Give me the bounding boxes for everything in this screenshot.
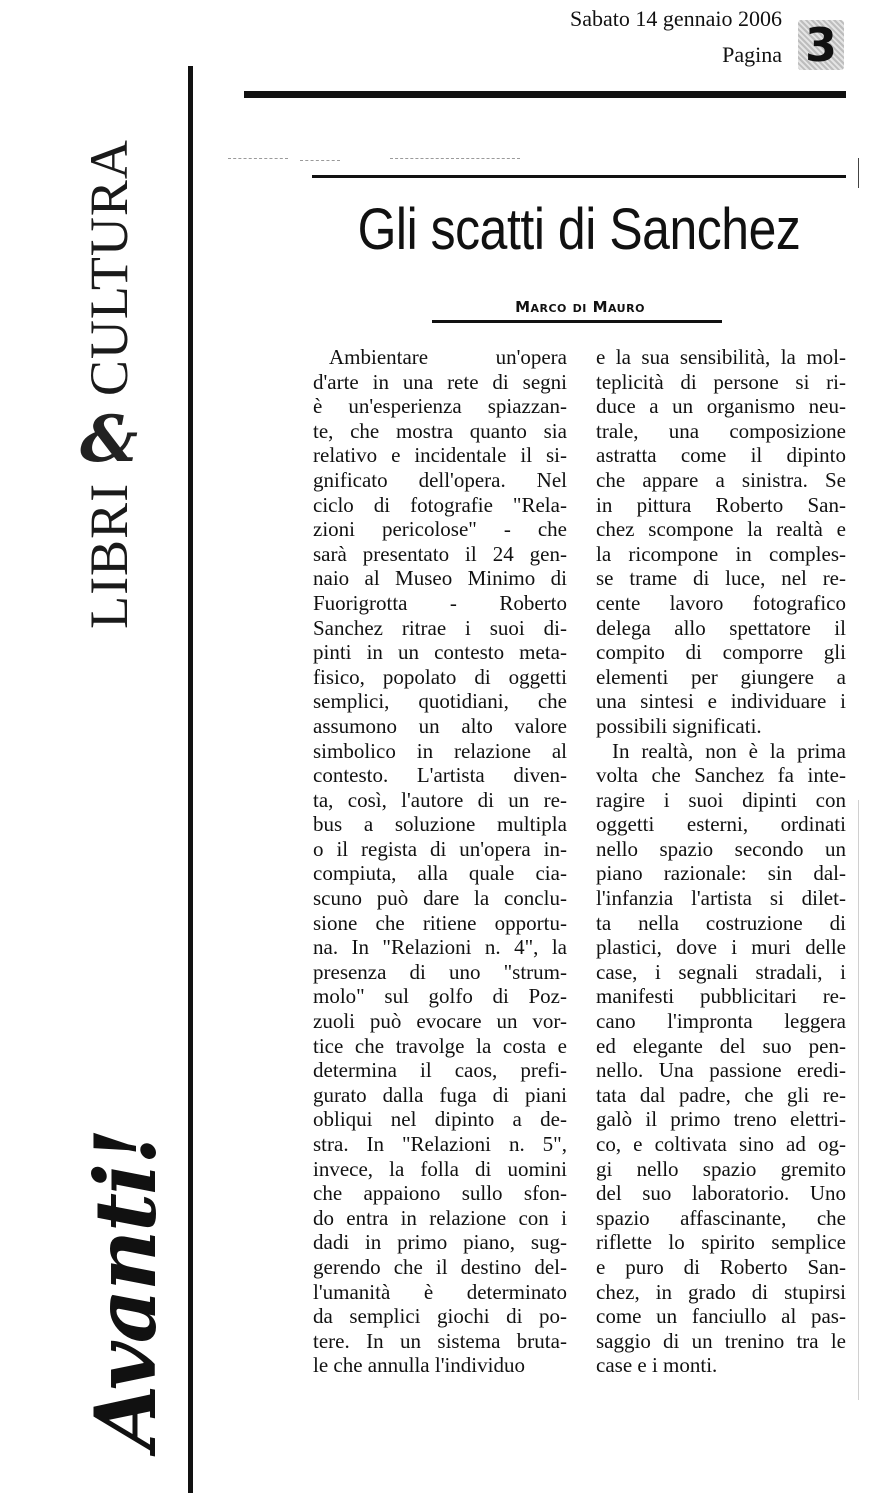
page-label: Pagina [722, 42, 782, 67]
dashed-divider [390, 158, 520, 159]
article-text-line: spazio affascinante, che [596, 1205, 846, 1230]
article-text-line: trale, una composizione [596, 418, 846, 443]
article-text-line: co, e coltivata sino ad og- [596, 1132, 846, 1156]
article-text-line: molo" sul golfo di Poz- [313, 984, 567, 1009]
article-text-line: do entra in relazione con i [313, 1205, 567, 1230]
article-text-line: ragire i suoi dipinti con [596, 787, 846, 812]
article-text-line: zioni pericolose" - che [313, 517, 567, 542]
article-text-line: e puro di Roberto San- [596, 1254, 846, 1279]
page-number-badge: 3 [798, 20, 844, 70]
article-text-line: del suo laboratorio. Uno [596, 1181, 846, 1206]
article-text-line: Sanchez ritrae i suoi di- [313, 615, 567, 640]
article-text-line: d'arte in una rete di segni [313, 369, 567, 394]
article-column-left [313, 345, 567, 1378]
article-text-line: tere. In un sistema bruta- [313, 1328, 567, 1353]
ampersand-icon: & [79, 402, 139, 478]
article-text-line: gerendo che il destino del- [313, 1254, 567, 1279]
article-text-line: scuno può dare la conclu- [313, 886, 567, 911]
publication-date: Sabato 14 gennaio 2006 [569, 6, 782, 31]
article-text-line: fisico, popolato di oggetti [313, 664, 567, 689]
article-byline: Marco di Mauro [515, 298, 645, 316]
article-text-line: possibili significati. [596, 713, 762, 738]
article-title: Gli scatti di Sanchez [357, 197, 801, 262]
article-text-line: gi nello spazio gremito [596, 1156, 846, 1181]
article-text-line: l'umanità è determinato [313, 1279, 567, 1304]
article-text-line: che appaiono sullo sfon- [313, 1181, 567, 1206]
section-word-libri: LIBRI [79, 482, 139, 629]
article-text-line: simbolico in relazione al [313, 738, 567, 763]
article-text-line: Fuorigrotta - Roberto [313, 590, 567, 615]
article-text-line: stra. In "Relazioni n. 5", [313, 1132, 567, 1156]
article-text-line: naio al Museo Minimo di [313, 566, 567, 591]
article-text-line: dadi in primo piano, sug- [313, 1230, 567, 1255]
article-text-line: ta, così, l'autore di un re- [313, 787, 567, 812]
article-text-line: pinti in un contesto meta- [313, 640, 567, 665]
article-text-line: una sintesi e individuare i [596, 689, 846, 714]
article-text-line: l'infanzia l'artista si dilet- [596, 886, 846, 911]
article-text-line: zuoli può evocare un vor- [313, 1009, 567, 1034]
article-text-line: da semplici giochi di po- [313, 1304, 567, 1329]
article-text-line: na. In "Relazioni n. 4", la [313, 935, 567, 960]
article-text-line: tata dal padre, che gli re- [596, 1082, 846, 1107]
margin-rule [858, 158, 859, 188]
article-text-line: nello. Una passione eredi- [596, 1058, 846, 1083]
article-column-right [596, 345, 846, 1378]
article-text-line: case, i segnali stradali, i [596, 959, 846, 984]
article-text-line: chez scompone la realtà e [596, 517, 846, 542]
article-text-line: astratta come il dipinto [596, 443, 846, 468]
article-text-line: elementi per giungere a [596, 664, 846, 689]
masthead-logo: Avanti! [75, 1130, 175, 1450]
article-text-line: assumono un alto valore [313, 713, 567, 738]
article-text-line: nello spazio secondo un [596, 836, 846, 861]
article-text-line: o il regista di un'opera in- [313, 836, 567, 861]
margin-rule [858, 800, 859, 1400]
article-text-line: Ambientare un'opera [329, 345, 567, 369]
article-text-line: cente lavoro fotografico [596, 590, 846, 615]
article-text-line: è un'esperienza spiazzan- [313, 394, 567, 419]
article-text-line: bus a soluzione multipla [313, 812, 567, 837]
article-text-line: ed elegante del suo pen- [596, 1033, 846, 1058]
article-text-line: gurato dalla fuga di piani [313, 1082, 567, 1107]
article-text-line: relativo e incidentale il si- [313, 443, 567, 468]
article-text-line: compito di comporre gli [596, 640, 846, 665]
section-word-cultura: CULTURA [79, 139, 139, 397]
article-text-line: compiuta, alla quale cia- [313, 861, 567, 886]
sidebar-rule [188, 66, 193, 1493]
article-text-line: chez, in grado di stupirsi [596, 1279, 846, 1304]
article-text-line: presenza di uno "strum- [313, 959, 567, 984]
article-text-line: la ricompone in comples- [596, 541, 846, 566]
article-text-line: invece, la folla di uomini [313, 1156, 567, 1181]
article-text-line: te, che mostra quanto sia [313, 418, 567, 443]
section-label [64, 84, 154, 684]
article-text-line: gnificato dell'opera. Nel [313, 467, 567, 492]
article-text-line: oggetti esterni, ordinati [596, 812, 846, 837]
article-text-line: ciclo di fotografie "Rela- [313, 492, 567, 517]
article-text-line: semplici, quotidiani, che [313, 689, 567, 714]
article-text-line: case e i monti. [596, 1353, 718, 1378]
article-text-line: in pittura Roberto San- [596, 492, 846, 517]
header-rule [244, 91, 846, 98]
article-text-line: galò il primo treno elettri- [596, 1107, 846, 1132]
article-text-line: le che annulla l'individuo [313, 1353, 525, 1378]
article-text-line: delega allo spettatore il [596, 615, 846, 640]
article-text-line: piano razionale: sin dal- [596, 861, 846, 886]
article-text-line: contesto. L'artista diven- [313, 763, 567, 788]
article-text-line: ta nella costruzione di [596, 910, 846, 935]
article-text-line: come un fanciullo al pas- [596, 1304, 846, 1329]
article-text-line: che appare a sinistra. Se [596, 467, 846, 492]
article-text-line: obliqui nel dipinto a de- [313, 1107, 567, 1132]
article-text-line: sione che ritiene opportu- [313, 910, 567, 935]
article-text-line: plastici, dove i muri delle [596, 935, 846, 960]
dashed-divider [300, 160, 340, 161]
article-text-line: saggio di un trenino tra le [596, 1328, 846, 1353]
article-text-line: volta che Sanchez fa inte- [596, 763, 846, 788]
article-text-line: riflette lo spirito semplice [596, 1230, 846, 1255]
article-text-line: duce a un organismo neu- [596, 394, 846, 419]
article-text-line: e la sua sensibilità, la mol- [596, 345, 846, 369]
article-text-line: determina il caos, prefi- [313, 1058, 567, 1083]
article-text-line: tice che travolge la costa e [313, 1033, 567, 1058]
newspaper-masthead [70, 1100, 180, 1480]
dashed-divider [228, 158, 288, 159]
article-text-line: manifesti pubblicitari re- [596, 984, 846, 1009]
title-rule [312, 175, 846, 178]
article-text-line: In realtà, non è la prima [612, 738, 846, 763]
article-text-line: teplicità di persone si ri- [596, 369, 846, 394]
byline-rule [432, 320, 722, 323]
article-text-line: se trame di luce, nel re- [596, 566, 846, 591]
article-text-line: sarà presentato il 24 gen- [313, 541, 567, 566]
article-text-line: cano l'impronta leggera [596, 1009, 846, 1034]
